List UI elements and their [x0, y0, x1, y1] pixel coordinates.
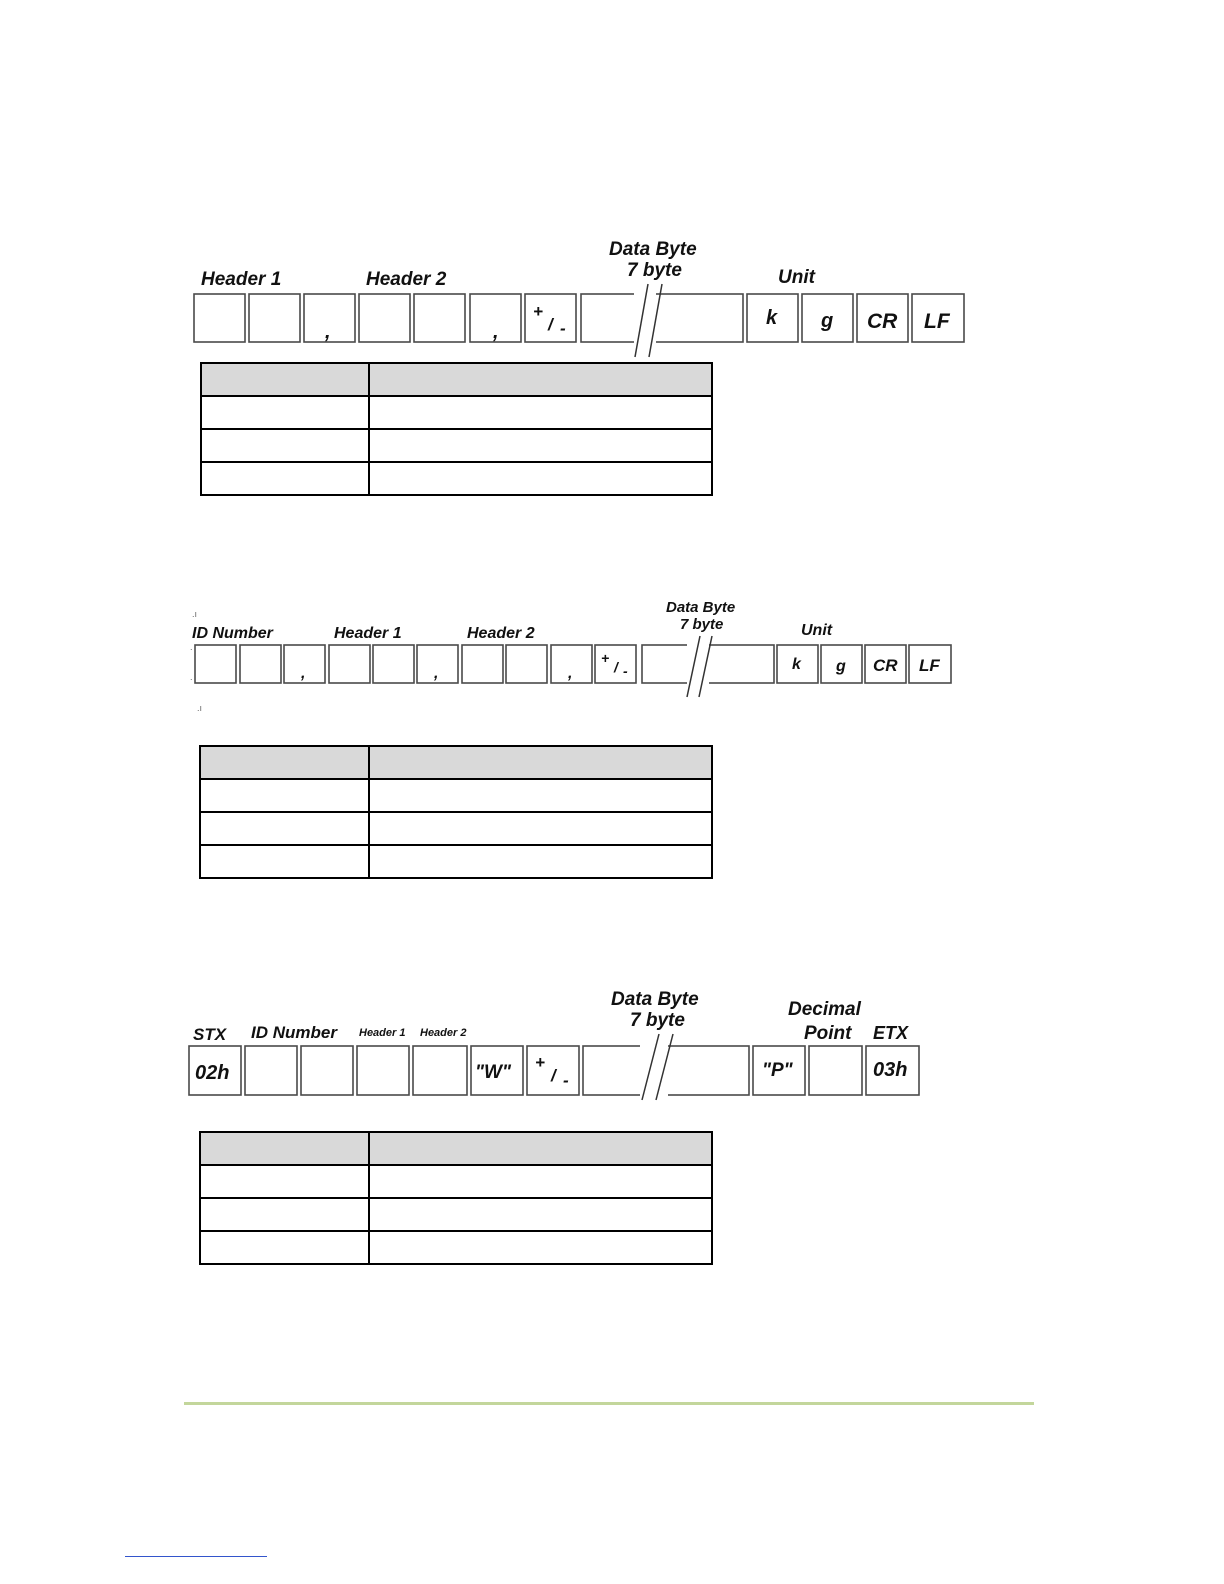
- comma-char: ,: [434, 665, 439, 682]
- header2-label: Header 2: [467, 625, 535, 642]
- id-byte-cell: [301, 1046, 353, 1095]
- sign-plus: +: [601, 650, 610, 666]
- point-label: Point: [804, 1023, 852, 1044]
- lf-char: LF: [924, 310, 950, 333]
- sign-slash: /: [614, 659, 618, 675]
- sign-minus: -: [560, 319, 566, 338]
- id-byte-cell: [245, 1046, 297, 1095]
- id-number-label: ID Number: [251, 1023, 337, 1042]
- sign-slash: /: [548, 315, 553, 334]
- cr-char: CR: [873, 656, 898, 675]
- unit-k-char: k: [792, 656, 801, 673]
- sign-minus: -: [563, 1071, 569, 1090]
- header1-label: Header 1: [359, 1027, 406, 1039]
- unit-label: Unit: [801, 622, 833, 639]
- sign-minus: -: [623, 663, 628, 679]
- data-byte-size-label: 7 byte: [680, 616, 724, 633]
- lf-char: LF: [919, 656, 940, 675]
- table-cell: [369, 1198, 712, 1231]
- cr-char: CR: [867, 310, 898, 333]
- unit-k-char: k: [766, 307, 778, 329]
- decimal-point-cell: [809, 1046, 862, 1095]
- footnote-link-underline[interactable]: [125, 1556, 267, 1557]
- footer-rule: [184, 1402, 1034, 1405]
- etx-label: ETX: [873, 1023, 909, 1043]
- margin-mark: .: [190, 642, 193, 652]
- sign-plus: +: [535, 1053, 545, 1072]
- header1-label: Header 1: [334, 625, 402, 642]
- stx-label: STX: [193, 1025, 227, 1044]
- sign-slash: /: [551, 1066, 556, 1085]
- comma-char: ,: [301, 665, 306, 682]
- data-byte-label: Data Byte: [609, 239, 697, 260]
- etx-value: 03h: [873, 1059, 908, 1081]
- header1-byte-cell: [357, 1046, 409, 1095]
- w-char: "W": [475, 1062, 511, 1083]
- comma-char: ,: [325, 321, 331, 343]
- comma-char: ,: [568, 665, 573, 682]
- data-byte-size-label: 7 byte: [627, 260, 682, 281]
- table-cell: [200, 1231, 369, 1264]
- table-row: [200, 1198, 712, 1231]
- table-header-row: [200, 1132, 712, 1165]
- spec-table-3: [199, 1131, 713, 1265]
- table-row: [200, 1231, 712, 1264]
- p-char: "P": [762, 1060, 793, 1081]
- table-cell: [369, 1231, 712, 1264]
- unit-g-char: g: [821, 310, 834, 332]
- table-row: [200, 1165, 712, 1198]
- table-header-cell: [369, 1132, 712, 1165]
- stx-value: 02h: [195, 1062, 230, 1084]
- header2-label: Header 2: [366, 269, 447, 290]
- data-byte-label: Data Byte: [666, 599, 736, 616]
- unit-g-char: g: [836, 658, 846, 675]
- header2-label: Header 2: [420, 1027, 467, 1039]
- data-byte-size-label: 7 byte: [630, 1010, 685, 1031]
- margin-mark: .: [190, 672, 193, 682]
- table-cell: [200, 1165, 369, 1198]
- margin-mark: .ı: [197, 703, 203, 713]
- header1-label: Header 1: [201, 269, 282, 290]
- margin-mark: .ı: [192, 609, 198, 619]
- unit-label: Unit: [778, 267, 815, 288]
- table-cell: [369, 1165, 712, 1198]
- table-cell: [200, 1198, 369, 1231]
- id-number-label: ID Number: [192, 625, 273, 642]
- comma-char: ,: [493, 321, 499, 343]
- decimal-label: Decimal: [788, 999, 861, 1020]
- table-header-cell: [200, 1132, 369, 1165]
- data-byte-label: Data Byte: [611, 989, 699, 1010]
- header2-byte-cell: [413, 1046, 467, 1095]
- sign-plus: +: [533, 302, 543, 321]
